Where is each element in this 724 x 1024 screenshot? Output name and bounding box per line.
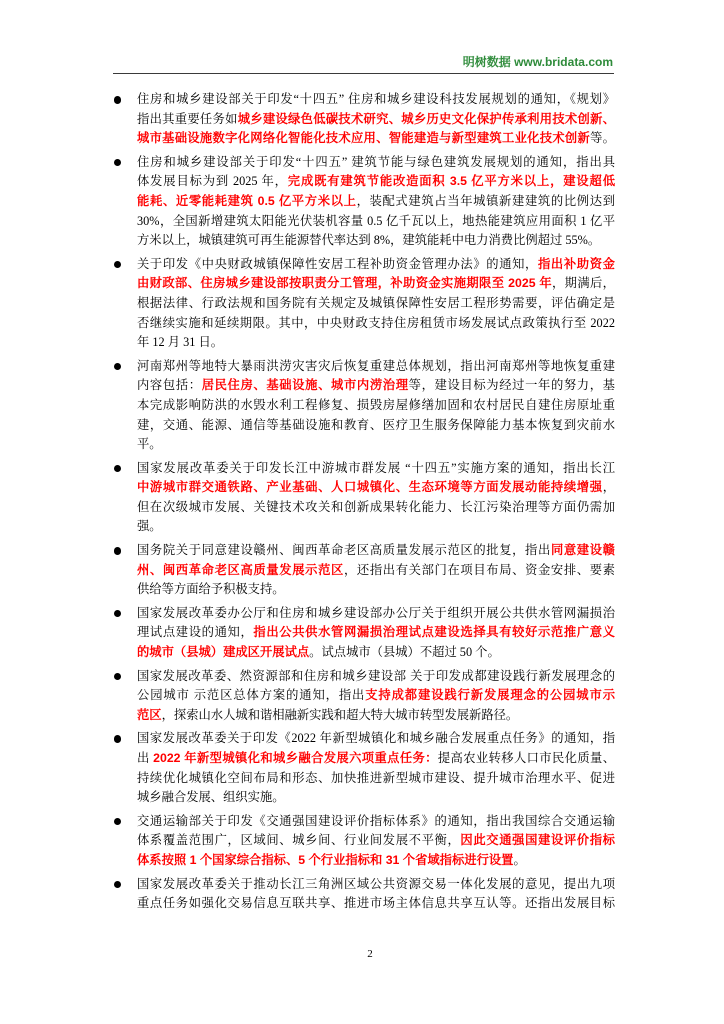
text-line <box>137 396 615 416</box>
text-run: 重点任务如强化交易信息互联共享、推进市场主体信息共享互认等。还指出发展目标 <box>137 896 615 911</box>
bullet-icon <box>114 261 122 269</box>
highlighted-text: 范区 <box>137 707 162 722</box>
text-line <box>137 231 615 251</box>
text-line <box>137 580 615 600</box>
text-run: ，期满后， <box>552 276 615 291</box>
text-line <box>137 498 615 518</box>
text-run: 30%，全国新增建筑太阳能光伏装机容量 0.5 亿千瓦以上，地热能建筑应用面积 1 亿平 <box>137 213 615 228</box>
bullet-icon <box>114 610 122 618</box>
text-line <box>137 129 615 149</box>
text-run: 住房和城乡建设部关于印发“十四五” 建筑节能与绿色建筑发展规划的通知，指出具 <box>137 154 615 169</box>
text-run: 河南郑州等地特大暴雨洪涝灾害灾后恢复重建总体规划，指出河南郑州等地恢复重建 <box>137 358 615 373</box>
text-run: 但在次级城市发展、关键技术攻关和创新成果转化能力、长江污染治理等方面仍需加 <box>137 499 615 514</box>
text-run: 供给等方面给予积极支持。 <box>137 582 285 597</box>
text-run: 本完成影响防洪的水毁水利工程修复、损毁房屋修缮加固和农村居民自建住房原址重 <box>137 397 615 412</box>
text-run: 理试点建设的通知， <box>137 625 254 640</box>
highlighted-text: 同意建设赣 <box>550 543 615 558</box>
text-line <box>137 623 615 643</box>
text-run: 平。 <box>137 437 162 452</box>
text-run: 城乡融合发展、组织实施。 <box>137 790 285 805</box>
text-run: 国家发展改革委关于印发《2022 年新型城镇化和城乡融合发展重点任务》的通知，指 <box>137 731 615 746</box>
text-line <box>137 90 615 110</box>
text-line <box>137 541 615 561</box>
page-number: 2 <box>367 948 373 960</box>
text-run: 交通运输部关于印发《交通强国建设评价指标体系》的通知，指出我国综合交通运输 <box>137 813 615 828</box>
text-line <box>137 729 615 749</box>
text-run: 体系覆盖范围广，区域间、城乡间、行业间发展不平衡， <box>137 833 461 848</box>
text-run: 出 <box>137 751 154 765</box>
bullet-item <box>110 729 616 807</box>
bullet-icon <box>114 465 122 473</box>
text-run: 国家发展改革委办公厅和住房和城乡建设部办公厅关于组织开展公共供水管网漏损治 <box>137 605 615 620</box>
text-line <box>137 110 615 130</box>
text-run: 指出其重要任务如 <box>137 111 238 126</box>
text-run: 体发展目标为到 2025 年， <box>137 174 288 189</box>
highlighted-text: 体系按照 1 个国家综合指标、5 个行业指标和 31 个省域指标进行设置 <box>137 852 514 867</box>
text-line <box>137 416 615 436</box>
text-run: ，探索山水人城和谐相融新实践和超大特大城市转型发展新路径。 <box>161 707 519 722</box>
bullet-item <box>110 255 616 353</box>
text-line <box>137 459 615 479</box>
text-run: ，装配式建筑占当年城镇新建建筑的比例达到 <box>356 193 615 208</box>
text-line <box>137 875 615 895</box>
bullet-item <box>110 357 616 455</box>
bullet-icon <box>114 673 122 681</box>
text-line <box>137 212 615 232</box>
bullet-list <box>110 90 616 918</box>
bullet-item <box>110 812 616 871</box>
header-brand: 明树数据 www.bridata.com <box>462 55 613 69</box>
bullet-icon <box>114 159 122 167</box>
text-line <box>137 435 615 455</box>
highlighted-text: 的城市（县城）建成区开展试点 <box>137 645 310 660</box>
bullet-icon <box>114 881 122 889</box>
header-rule <box>113 73 614 74</box>
highlighted-text: 居民住房、基础设施、城市内涝治理 <box>201 378 409 393</box>
text-line <box>137 517 615 537</box>
text-line <box>137 788 615 808</box>
text-line <box>137 357 615 377</box>
text-line <box>137 831 615 851</box>
text-line <box>137 333 615 353</box>
text-line <box>137 643 615 663</box>
text-line <box>137 706 615 726</box>
text-line <box>137 376 615 396</box>
text-run: 等。 <box>590 131 615 146</box>
highlighted-text: 指出公共供水管网漏损治理试点建设选择具有较好示范推广意义 <box>253 625 615 640</box>
text-run: 公园城市 示范区总体方案的通知，指出 <box>137 688 366 703</box>
text-run: 强。 <box>137 519 162 534</box>
text-run: 。试点城市（县城）不超过 50 个。 <box>309 645 500 660</box>
text-run: 建，交通、能源、通信等基础设施和教育、医疗卫生服务保障能力基本恢复到灾前水 <box>137 417 615 432</box>
text-line <box>137 894 615 914</box>
text-run: 根据法律、行政法规和国务院有关规定及城镇保障性安居工程形势需要，评估确定是 <box>137 295 615 310</box>
text-run: 否继续实施和延续期限。其中，中央财政支持住房租赁市场发展试点政策执行至 2022 <box>137 315 615 330</box>
bullet-item <box>110 667 616 726</box>
bullet-item <box>110 604 616 663</box>
highlighted-text: 指出补助资金 <box>538 256 615 271</box>
text-run: 年 12 月 31 日。 <box>137 335 224 350</box>
text-line <box>137 561 615 581</box>
highlighted-text: 支持成都建设践行新发展理念的公园城市示 <box>365 688 615 703</box>
text-run: ， <box>602 480 615 495</box>
bullet-item <box>110 459 616 537</box>
text-run: ，还指出有关部门在项目布局、资金安排、要素 <box>343 562 615 577</box>
text-run: 国家发展改革委、然资源部和住房和城乡建设部 关于印发成都建设践行新发展理念的 <box>137 668 615 683</box>
text-line <box>137 314 615 334</box>
text-run: 国家发展改革委关于印发长江中游城市群发展 “十四五”实施方案的通知，指出长江 <box>137 460 615 475</box>
text-run: 国务院关于同意建设赣州、闽西革命老区高质量发展示范区的批复，指出 <box>137 543 551 558</box>
highlighted-text: 完成既有建筑节能改造面积 3.5 亿平方米以上，建设超低 <box>287 174 615 189</box>
highlighted-text: 中游城市群交通铁路、产业基础、人口城镇化、生态环境等方面发展动能持续增强 <box>137 480 603 495</box>
text-line <box>137 686 615 706</box>
text-line <box>137 749 615 769</box>
highlighted-text: 城乡建设绿色低碳技术研究、城乡历史文化保护传承利用技术创新、 <box>237 111 615 126</box>
text-line <box>137 604 615 624</box>
text-line <box>137 769 615 789</box>
text-line <box>137 478 615 498</box>
bullet-icon <box>114 96 122 104</box>
highlighted-text: 城市基础设施数字化网络化智能化技术应用、智能建造与新型建筑工业化技术创新 <box>137 131 591 146</box>
text-run: 。 <box>513 852 526 867</box>
text-run: 持续优化城镇化空间布局和形态、加快推进新型城市建设、提升城市治理水平、促进 <box>137 770 615 785</box>
text-line <box>137 851 615 871</box>
text-run: 关于印发《中央财政城镇保障性安居工程补助资金管理办法》的通知， <box>137 256 538 271</box>
text-line <box>137 255 615 275</box>
bullet-icon <box>114 363 122 371</box>
highlighted-text: 因此交通强国建设评价指标 <box>460 833 615 848</box>
text-line <box>137 294 615 314</box>
bullet-item <box>110 90 616 149</box>
text-line <box>137 192 615 212</box>
text-run: 等，建设目标为经过一年的努力，基 <box>408 378 615 393</box>
bullet-item <box>110 541 616 600</box>
bullet-item <box>110 875 616 914</box>
highlighted-text: 2022 年新型城镇化和城乡融合发展六项重点任务： <box>153 751 438 765</box>
highlighted-text: 能耗、近零能耗建筑 0.5 亿平方米以上 <box>137 193 357 208</box>
text-run: 方米以上，城镇建筑可再生能源替代率达到 8%，建筑能耗中电力消费比例超过 55%。 <box>137 233 601 248</box>
text-line <box>137 172 615 192</box>
bullet-icon <box>114 547 122 555</box>
highlighted-text: 州、闽西革命老区高质量发展示范区 <box>137 562 344 577</box>
text-line <box>137 667 615 687</box>
bullet-item <box>110 153 616 251</box>
text-run: 提高农业转移人口市民化质量、 <box>437 751 615 765</box>
text-run: 内容包括： <box>137 378 202 393</box>
text-line <box>137 274 615 294</box>
text-run: 国家发展改革委关于推动长江三角洲区域公共资源交易一体化发展的意见，提出九项 <box>137 876 615 891</box>
text-line <box>137 153 615 173</box>
highlighted-text: 由财政部、住房城乡建设部按职责分工管理，补助资金实施期限至 2025 年 <box>137 276 552 291</box>
bullet-icon <box>114 735 122 743</box>
bullet-icon <box>114 818 122 826</box>
text-run: 住房和城乡建设部关于印发“十四五” 住房和城乡建设科技发展规划的通知，《规划》 <box>137 92 615 106</box>
text-line <box>137 812 615 832</box>
